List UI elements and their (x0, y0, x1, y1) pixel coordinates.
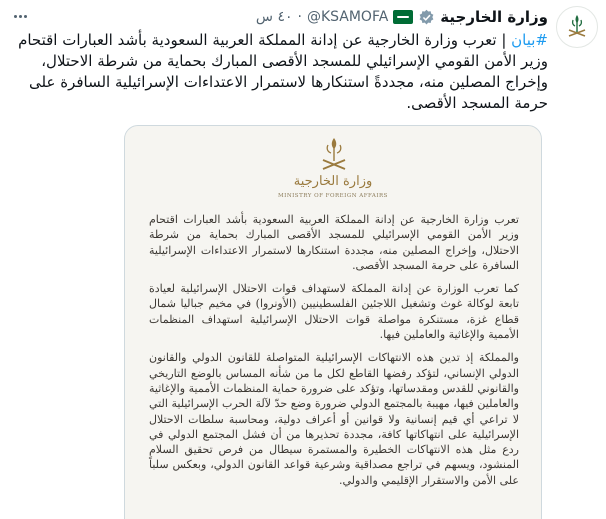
document-body (149, 212, 519, 496)
document-ministry-name: وزارة الخارجية (293, 174, 373, 189)
saudi-flag-icon (393, 10, 413, 24)
separator-dot: · (297, 9, 302, 25)
document-ministry-name-en: MINISTRY OF FOREIGN AFFAIRS (278, 193, 388, 199)
display-name[interactable]: وزارة الخارجية (440, 8, 548, 26)
hashtag-link[interactable]: #بيان (511, 31, 548, 49)
saudi-emblem-icon (562, 12, 592, 42)
handle[interactable]: @KSAMOFA (306, 9, 389, 25)
tweet-body: | تعرب وزارة الخارجية عن إدانة المملكة العربية السعودية بأشد العبارات اقتحام وزير الأمن القومي الإسرائيلي للمسجد الأقصى المبارك بحماية من شرطة الاحتلال، وإخراج المصلين منه، مجددةً استنكارها لاستمرار الاعتداءات الإسرائيلية السافرة على حرمة المسجد الأقصى. (18, 31, 548, 112)
document-paragraph: تعرب وزارة الخارجية عن إدانة المملكة العربية السعودية بأشد العبارات اقتحام وزير الأمن القومي الإسرائيلي للمسجد الأقصى المبارك بحماية من شرطة الاحتلال، وإخراج المصلين منه، مجددة استنكارها لاستمرار الاعتداءات الإسرائيلية السافرة على حرمة المسجد الأقصى. (149, 213, 519, 272)
verified-badge-icon (418, 9, 435, 26)
document-paragraph: كما تعرب الوزارة عن إدانة المملكة لاستهداف قوات الاحتلال الإسرائيلية لعيادة تابعة لوكالة غوث وتشغيل اللاجئين الفلسطينيين (الأونروا) في مخيم جباليا شمال قطاع غزة، مستنكرة مواصلة قوات الاحتلال الإسرائيلية استهداف المنظمات الأممية والإغاثية والعاملين فيها. (149, 282, 519, 342)
tweet-text (8, 30, 548, 114)
tweet-header (256, 6, 548, 28)
timestamp[interactable]: ٤٠ س (255, 9, 293, 25)
more-options-icon[interactable] (6, 4, 34, 28)
document-paragraph: والمملكة إذ تدين هذه الانتهاكات الإسرائيلية المتواصلة للقانون الدولي والقانون الدولي الإنساني، لتؤكد رفضها القاطع لكل ما من شأنه المساس بالوضع التاريخي والقانوني للقدس ومقدساتها، وتؤكد على ضرورة حماية المنظمات الأممية والإغاثية والعاملين فيها، مهيبة بالمجتمع الدولي ضرورة وضع حدّ لآلة الحرب الإسرائيلية التي لا تراعي أي قيم إنسانية ولا قوانين أو أعراف دولية، ومحاسبة سلطات الاحتلال الإسرائيلية على انتهاكاتها كافة، مجددة تحذيرها من أن فشل المجتمع الدولي في ردع مثل هذه الانتهاكات الخطيرة والمستمرة سيطال من فرص تحقيق السلام المنشود، ويسهم في تراجع مصداقية وشرعية قواعد القانون الدولي، وبعكس سلباً على الأمن والاستقرار الإقليمي والدولي. (149, 351, 519, 487)
ministry-emblem-icon (314, 136, 354, 172)
avatar[interactable] (556, 6, 598, 48)
attached-image[interactable] (124, 125, 542, 519)
